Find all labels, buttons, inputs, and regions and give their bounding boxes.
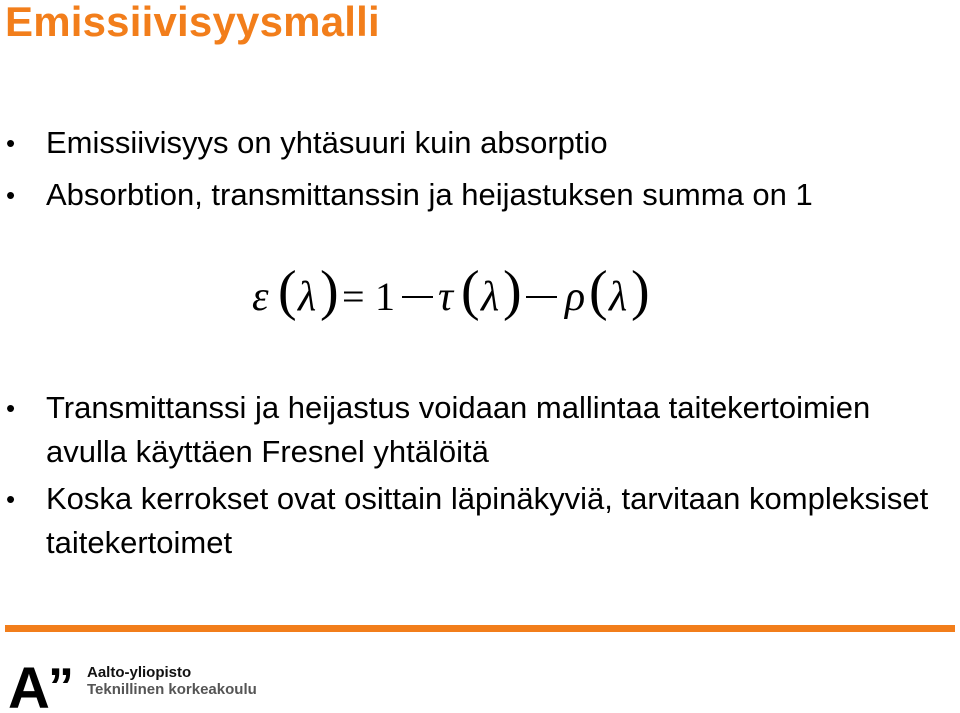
formula-lambda-2: λ — [481, 274, 500, 320]
formula-paren-open-2: ( — [461, 260, 480, 322]
aalto-logo-icon — [8, 660, 78, 710]
formula-paren-open-3: ( — [589, 260, 608, 322]
bullet-item: • Transmittanssi ja heijastus voidaan mallintaa taitekertoimien avulla käyttäen Fresnel yhtälöitä — [46, 386, 946, 474]
logo-quote-marks: ” — [48, 660, 74, 710]
organization-line-2: Teknillinen korkeakoulu — [87, 681, 257, 698]
emissivity-formula — [250, 255, 670, 325]
formula-paren-open-1: ( — [278, 260, 297, 322]
formula-tau: τ — [438, 274, 454, 320]
bullet-item: • Absorbtion, transmittanssin ja heijastuksen summa on 1 — [46, 173, 946, 217]
bullet-item: • Emissiivisyys on yhtäsuuri kuin absorptio — [46, 121, 946, 165]
formula-lambda-3: λ — [609, 274, 628, 320]
formula-one: 1 — [375, 274, 395, 319]
formula-paren-close-1: ) — [320, 260, 339, 322]
formula-paren-close-3: ) — [631, 260, 650, 322]
bullet-item: • Koska kerrokset ovat osittain läpinäkyviä, tarvitaan kompleksiset taitekertoimet — [46, 477, 946, 565]
formula-lambda-1: λ — [298, 274, 317, 320]
formula-epsilon: ε — [252, 274, 269, 320]
formula-paren-close-2: ) — [503, 260, 522, 322]
formula-equals: = — [342, 274, 365, 319]
organization-line-1: Aalto-yliopisto — [87, 664, 192, 681]
page-title: Emissiivisyysmalli — [5, 0, 380, 45]
footer-divider — [5, 625, 955, 632]
organization-name — [87, 664, 257, 698]
logo-letter: A — [8, 660, 50, 710]
formula-rho: ρ — [565, 274, 586, 320]
